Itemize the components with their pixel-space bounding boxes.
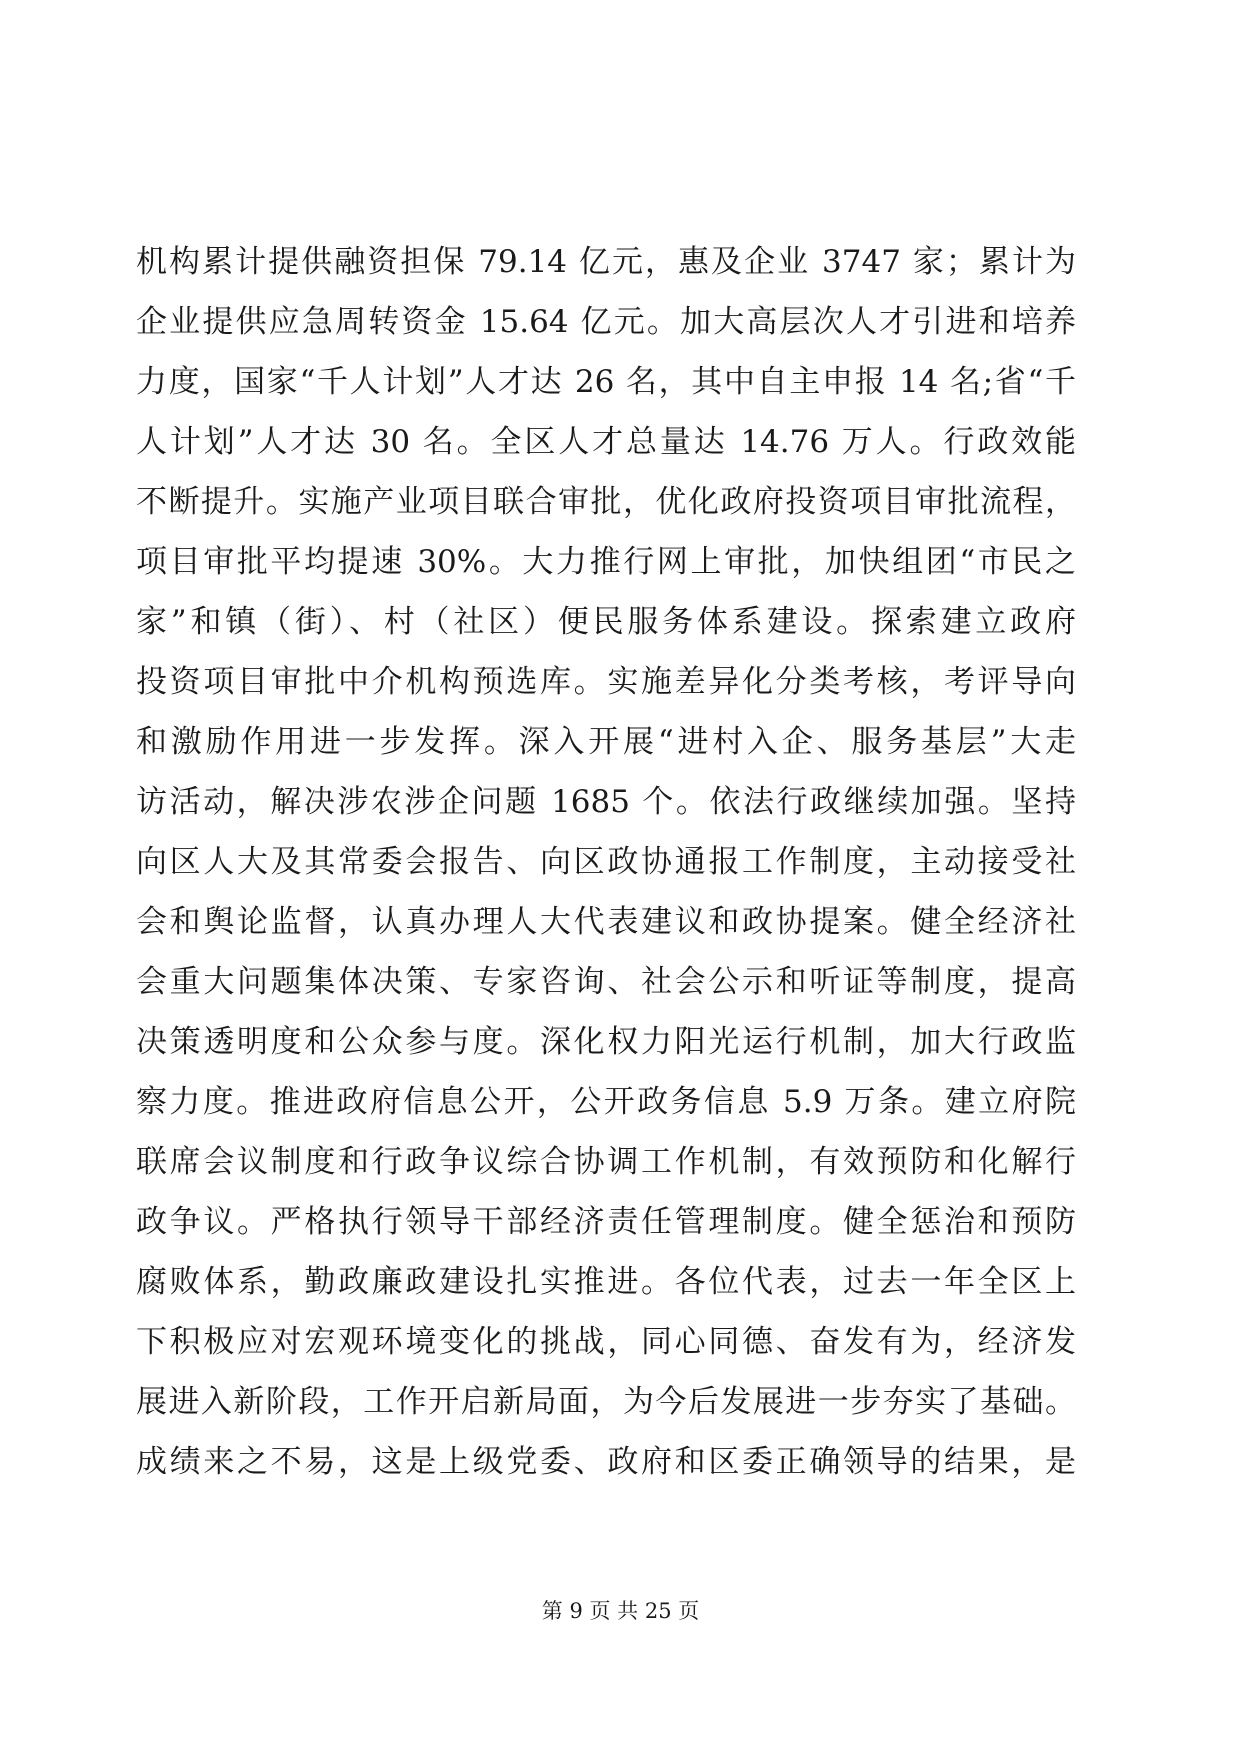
text-line-4: 人计划”人才达 30 名。全区人才总量达 14.76 万人。行政效能 <box>136 424 1076 460</box>
text-line-9: 和激励作用进一步发挥。深入开展“进村入企、服务基层”大走 <box>136 724 1076 760</box>
text-line-13: 会重大问题集体决策、专家咨询、社会公示和听证等制度，提高 <box>136 964 1076 1000</box>
text-line-10: 访活动，解决涉农涉企问题 1685 个。依法行政继续加强。坚持 <box>136 784 1076 820</box>
text-line-7: 家”和镇（街）、村（社区）便民服务体系建设。探索建立政府 <box>136 604 1076 640</box>
text-line-5: 不断提升。实施产业项目联合审批，优化政府投资项目审批流程， <box>136 484 1076 520</box>
text-line-17: 政争议。严格执行领导干部经济责任管理制度。健全惩治和预防 <box>136 1204 1076 1240</box>
text-line-16: 联席会议制度和行政争议综合协调工作机制，有效预防和化解行 <box>136 1144 1076 1180</box>
text-line-2: 企业提供应急周转资金 15.64 亿元。加大高层次人才引进和培养 <box>136 304 1076 340</box>
text-line-1: 机构累计提供融资担保 79.14 亿元，惠及企业 3747 家；累计为 <box>136 244 1076 280</box>
text-line-21: 成绩来之不易，这是上级党委、政府和区委正确领导的结果，是 <box>136 1444 1076 1480</box>
text-line-3: 力度，国家“千人计划”人才达 26 名，其中自主申报 14 名;省“千 <box>136 364 1076 400</box>
text-line-14: 决策透明度和公众参与度。深化权力阳光运行机制，加大行政监 <box>136 1024 1076 1060</box>
text-line-6: 项目审批平均提速 30%。大力推行网上审批，加快组团“市民之 <box>136 544 1076 580</box>
text-line-8: 投资项目审批中介机构预选库。实施差异化分类考核，考评导向 <box>136 664 1076 700</box>
text-line-11: 向区人大及其常委会报告、向区政协通报工作制度，主动接受社 <box>136 844 1076 880</box>
text-line-18: 腐败体系，勤政廉政建设扎实推进。各位代表，过去一年全区上 <box>136 1264 1076 1300</box>
text-line-12: 会和舆论监督，认真办理人大代表建议和政协提案。健全经济社 <box>136 904 1076 940</box>
text-line-19: 下积极应对宏观环境变化的挑战，同心同德、奋发有为，经济发 <box>136 1324 1076 1360</box>
page-footer: 第 9 页 共 25 页 <box>541 1599 700 1623</box>
text-line-20: 展进入新阶段，工作开启新局面，为今后发展进一步夯实了基础。 <box>136 1384 1076 1420</box>
body-text <box>136 232 1076 1492</box>
text-line-15: 察力度。推进政府信息公开，公开政务信息 5.9 万条。建立府院 <box>136 1084 1076 1120</box>
